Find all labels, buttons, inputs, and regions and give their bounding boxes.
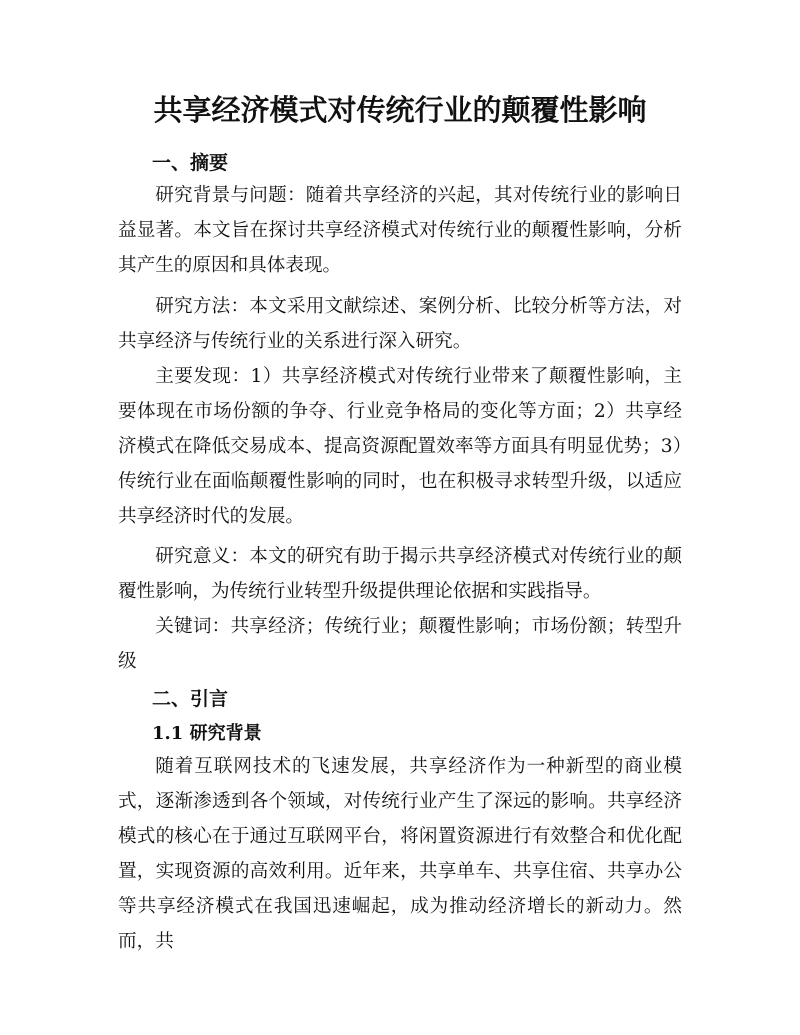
keywords-paragraph: 关键词：共享经济；传统行业；颠覆性影响；市场份额；转型升级: [118, 616, 682, 672]
research-background-subheading: 1.1 研究背景: [152, 723, 262, 744]
abstract-heading: 一、摘要: [152, 152, 229, 174]
abstract-findings-paragraph: 主要发现：1）共享经济模式对传统行业带来了颠覆性影响，主要体现在市场份额的争夺、行业竞争格局的变化等方面；2）共享经济模式在降低交易成本、提高资源配置效率等方面具有明显优势；3）传统行业在面临颠覆性影响的同时，也在积极寻求转型升级，以适应共享经济时代的发展。: [118, 366, 682, 527]
abstract-method-paragraph: 研究方法：本文采用文献综述、案例分析、比较分析等方法，对共享经济与传统行业的关系进行深入研究。: [118, 296, 682, 352]
abstract-background-paragraph: 研究背景与问题：随着共享经济的兴起，其对传统行业的影响日益显著。本文旨在探讨共享经济模式对传统行业的颠覆性影响，分析其产生的原因和具体表现。: [118, 185, 682, 276]
introduction-heading: 二、引言: [152, 688, 229, 710]
introduction-paragraph: 随着互联网技术的飞速发展，共享经济作为一种新型的商业模式，逐渐渗透到各个领域，对传统行业产生了深远的影响。共享经济模式的核心在于通过互联网平台，将闲置资源进行有效整合和优化配置，实现资源的高效利用。近年来，共享单车、共享住宿、共享办公等共享经济模式在我国迅速崛起，成为推动经济增长的新动力。然而，共: [118, 756, 682, 952]
document-title: 共享经济模式对传统行业的颠覆性影响: [153, 93, 647, 127]
abstract-significance-paragraph: 研究意义：本文的研究有助于揭示共享经济模式对传统行业的颠覆性影响，为传统行业转型升级提供理论依据和实践指导。: [118, 546, 682, 602]
